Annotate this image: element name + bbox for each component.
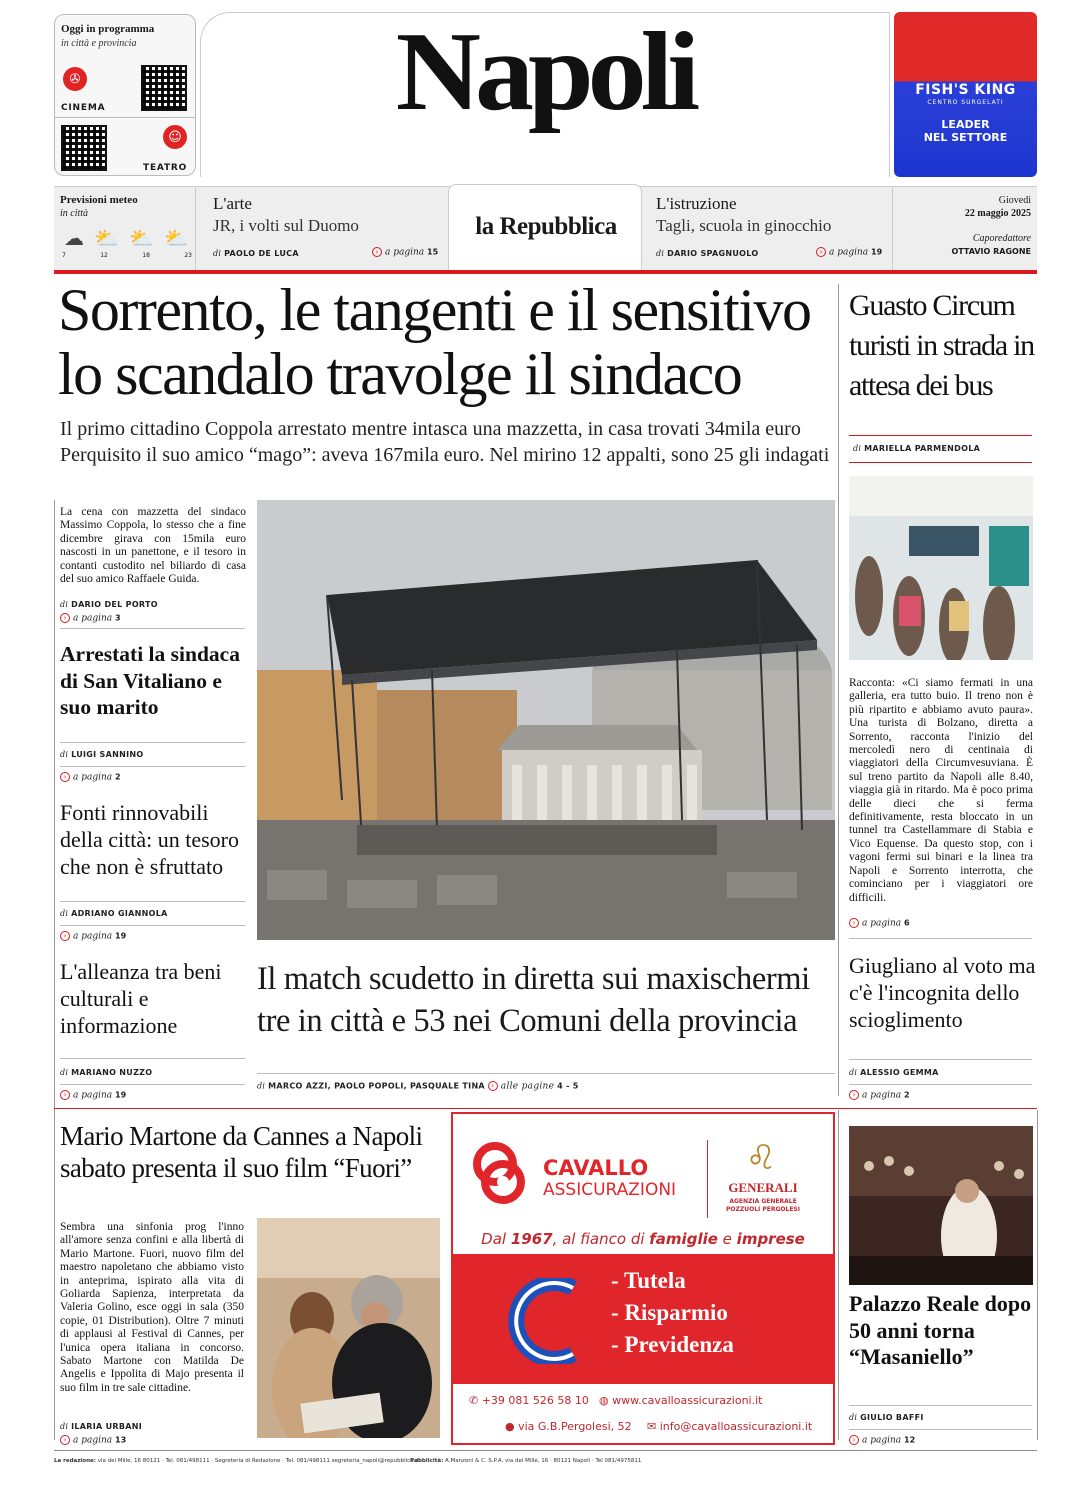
cavallo-logo-icon [467,1142,531,1206]
program-box[interactable] [54,14,196,176]
cavallo-assicurazioni-ad[interactable] [451,1112,835,1445]
footer-redazione: La redazione: via dei Mille, 16 80121 · Tel. 081/498111 · Segreteria di Redazione · Tel. 081/498111 segreteria_napoli@repubblica.it [54,1458,419,1464]
martone-photo[interactable] [257,1218,440,1438]
separator [60,1058,245,1059]
sun-cloud-icon: ⛅ [94,226,119,250]
arrow-right-icon: › [60,1435,70,1445]
winged-lion-icon: ♌ [745,1138,777,1178]
martone-body: Sembra una sinfonia prog l'inno all'amore senza confini e alla libertà di Mario Martone. Fuori, nuovo film del maestro napoletano che abbiamo visto in anteprima, ispirato alla vita di Goliarda Sapienza, interpretata da Valeria Golino, esce oggi in sala (350 copie, 01 Distribution). Oltre 7 minuti di applausi al Festival di Cannes, per l'unica opera italiana in concorso. Sabato Martone con Matilda De Angelis e Ippolita di Majo presenta il suo film in tre sale cittadine. [60,1221,244,1394]
story-headline[interactable]: L'alleanza tra beni culturali e informazione [60,959,222,1038]
circum-photo[interactable] [849,476,1033,660]
ad-item: - Risparmio [611,1300,728,1325]
circum-byline: di MARIELLA PARMENDOLA [853,444,981,453]
generali-agency: AGENZIA GENERALE POZZUOLI PERGOLESI [726,1198,800,1213]
arte-byline: di PAOLO DE LUCA [213,249,299,258]
center-byline: di MARCO AZZI, PAOLO POPOLI, PASQUALE TINA › alle pagine 4 - 5 [257,1081,579,1092]
weather-box[interactable] [54,186,196,270]
separator [60,901,245,902]
cinema-label: CINEMA [61,103,106,113]
separator [60,742,245,743]
bottom-section-rule [54,1108,1037,1109]
lead-headline-line: lo scandalo travolge il sindaco [58,341,742,407]
story-byline: di LUIGI SANNINO [60,750,144,759]
masthead-title: Napoli [395,9,695,134]
ad-web[interactable]: ◍ www.cavalloassicurazioni.it [599,1394,763,1407]
martone-page-ref[interactable]: › a pagina 13 [60,1435,126,1446]
cloud-icon: ☁ [64,226,84,250]
separator [849,1084,1032,1085]
editor-role: Caporedattore [972,233,1031,244]
arrow-right-icon: › [60,931,70,941]
arrow-right-icon: › [60,613,70,623]
story-byline: di MARIANO NUZZO [60,1068,153,1077]
ad-email[interactable]: ✉ info@cavalloassicurazioni.it [647,1420,813,1433]
separator [60,628,245,629]
generali-logo: GENERALI [728,1180,798,1195]
teatro-label: TEATRO [143,163,188,173]
lead-subhead-line: Perquisito il suo amico “mago”: aveva 167mila euro. Nel mirino 12 appalti, sono 25 gli indagati [60,444,830,466]
mail-icon: ✉ [647,1420,657,1433]
weather-icons [64,226,189,252]
story-page-ref[interactable]: › a pagina 19 [60,1090,126,1101]
map-pin-icon: ● [505,1420,515,1433]
arte-page-ref[interactable]: › a pagina 15 [372,247,438,258]
ad-slogan-1: LEADER [941,118,990,131]
weather-time: 18 [142,252,150,259]
arrow-right-icon: › [849,1435,859,1445]
footer-pubblicita: Pubblicità: A.Manzoni & C. S.P.A. via dei Mille, 16 · 80121 Napoli · Tel 081/4975811 [410,1458,642,1464]
lead-subhead [60,416,840,468]
red-rule [849,462,1032,463]
separator [849,1405,1032,1406]
cinema-qr-code[interactable] [141,65,187,111]
weekday: Giovedì [998,195,1031,206]
cavallo-brand: CAVALLO [543,1156,649,1180]
circum-body: Racconta: «Ci siamo fermati in una galleria, era tutto buio. Il treno non è più ripartito e abbiamo avuto paura». Una turista di Bolzano, diretta a Sorrento, racconta l'inizio del mercoledì nero di centinaia di viaggiatori della Circumvesuviana. È sul treno partito da Napoli alle 8.40, viaggia già in ritardo. Ma è poco prima delle dieci che si ferma definitivamente, resta bloccato in un tunnel tra Castellammare di Stabia e Vico Equense. Da questo stop, con i vagoni fermi sui binari e la linea tra Napoli e Sorrento interrotta, che cominciano per i viaggiatori ore difficili. [849,677,1033,904]
giugliano-byline: di ALESSIO GEMMA [849,1068,939,1077]
center-headline-line: tre in città e 53 nei Comuni della provincia [257,1003,798,1039]
footer-rule [54,1450,1037,1451]
weather-time: 12 [100,252,108,259]
arrow-right-icon: › [488,1081,498,1091]
lead-subhead-line: Il primo cittadino Coppola arrestato mentre intasca una mazzetta, in casa trovati 34mila euro [60,418,801,440]
istruzione-byline: di DARIO SPAGNUOLO [656,249,759,258]
masaniello-photo[interactable] [849,1126,1033,1285]
separator [60,766,245,767]
center-headline[interactable] [257,958,842,1042]
separator [257,1073,835,1074]
fishs-king-ad[interactable] [894,12,1037,177]
ad-claim: Dal 1967, al fianco di famiglie e imprese [481,1230,805,1248]
ad-address: ● via G.B.Pergolesi, 52 [505,1420,632,1433]
cavallo-brand-2: ASSICURAZIONI [543,1180,677,1200]
date-box [892,186,1037,270]
sun-cloud-icon: ⛅ [164,226,189,250]
story-headline[interactable]: Fonti rinnovabili della città: un tesoro che non è sfruttato [60,800,239,879]
martone-headline[interactable]: Mario Martone da Cannes a Napoli sabato presenta il suo film “Fuori” [60,1121,423,1183]
arrow-right-icon: › [849,1090,859,1100]
theater-mask-icon: ☺ [163,125,187,149]
stage-photo[interactable] [257,500,835,940]
arte-kicker: L'arte [213,194,252,213]
masthead-red-rule [54,270,1037,274]
weather-times [62,252,192,259]
arte-title: JR, i volti sul Duomo [213,216,359,235]
weather-subtitle: in città [60,208,89,219]
martone-byline: di ILARIA URBANI [60,1422,143,1431]
palazzo-headline[interactable]: Palazzo Reale dopo 50 anni torna “Masaniello” [849,1291,1032,1369]
istruzione-teaser[interactable] [644,186,890,270]
circum-page-ref[interactable]: › a pagina 6 [849,918,910,929]
column-divider [838,1110,839,1440]
ad-phone[interactable]: ✆ +39 081 526 58 10 [469,1394,589,1407]
red-rule [849,435,1032,436]
lead-headline-line: Sorrento, le tangenti e il sensitivo [58,277,811,343]
weather-title: Previsioni meteo [60,194,138,206]
story-headline[interactable]: Arrestati la sindaca di San Vitaliano e suo marito [60,642,240,719]
c-logo-icon [503,1278,583,1364]
editor-name: OTTAVIO RAGONE [951,247,1031,256]
giugliano-headline[interactable]: Giugliano al voto ma c'è l'incognita dello scioglimento [849,953,1036,1032]
teatro-qr-code[interactable] [61,125,107,171]
istruzione-kicker: L'istruzione [656,194,737,213]
lead-body: La cena con mazzetta del sindaco Massimo Coppola, lo stesso che a fine dicembre girava con 15mila euro nascosti in un panettone, e il tesoro in contanti custodito nel biliardo di casa del suo amico Raffaele Guida. [60,506,246,586]
issue-date: 22 maggio 2025 [964,208,1031,219]
arrow-right-icon: › [372,247,382,257]
istruzione-title: Tagli, scuola in ginocchio [656,216,832,235]
program-title: Oggi in programma [61,23,155,35]
separator [849,1429,1032,1430]
repubblica-tab [448,184,642,272]
repubblica-logo: la Repubblica [475,213,617,240]
separator [849,938,1032,939]
column-divider [54,1110,55,1440]
piazza-plebiscito-stage-illustration [257,500,835,940]
lead-headline[interactable] [58,278,848,406]
ad-tagline: CENTRO SURGELATI [927,99,1004,106]
column-divider [54,500,55,1110]
theater-stage-illustration [849,1126,1033,1285]
center-headline-line: Il match scudetto in diretta sui maxischermi [257,961,810,997]
separator [60,925,245,926]
arte-teaser[interactable] [200,186,446,270]
separator [849,1059,1032,1060]
ad-red-panel [453,1254,833,1384]
globe-icon: ◍ [599,1394,609,1407]
circum-headline[interactable]: Guasto Circum turisti in strada in attesa dei bus [849,289,1034,402]
weather-time: 7 [62,252,66,259]
palazzo-page-ref[interactable]: › a pagina 12 [849,1435,915,1446]
story-page-ref[interactable]: › a pagina 2 [60,772,121,783]
martone-and-actress-illustration [257,1218,440,1438]
weather-time: 23 [184,252,192,259]
giugliano-page-ref[interactable]: › a pagina 2 [849,1090,910,1101]
arrow-right-icon: › [849,918,859,928]
separator [60,1084,245,1085]
story-byline: di ADRIANO GIANNOLA [60,909,168,918]
ad-item: - Tutela [611,1268,686,1293]
arrow-right-icon: › [60,1090,70,1100]
sun-cloud-icon: ⛅ [129,226,154,250]
arrow-right-icon: › [816,247,826,257]
story-page-ref[interactable]: › a pagina 19 [60,931,126,942]
ad-divider [707,1140,708,1218]
palazzo-byline: di GIULIO BAFFI [849,1413,924,1422]
istruzione-page-ref[interactable]: › a pagina 19 [816,247,882,258]
lead-byline: di DARIO DEL PORTO [60,600,158,609]
film-reel-icon: ✇ [63,67,87,91]
arrow-right-icon: › [60,772,70,782]
program-subtitle: in città e provincia [61,38,137,49]
ad-slogan-2: NEL SETTORE [923,131,1008,144]
station-crowd-illustration [849,476,1033,660]
lead-page-ref[interactable]: › a pagina 3 [60,613,121,624]
program-divider [55,117,195,118]
column-divider [1037,1110,1038,1440]
phone-icon: ✆ [469,1394,479,1407]
ad-item: - Previdenza [611,1332,734,1357]
ad-brand: FISH'S KING [915,82,1016,98]
